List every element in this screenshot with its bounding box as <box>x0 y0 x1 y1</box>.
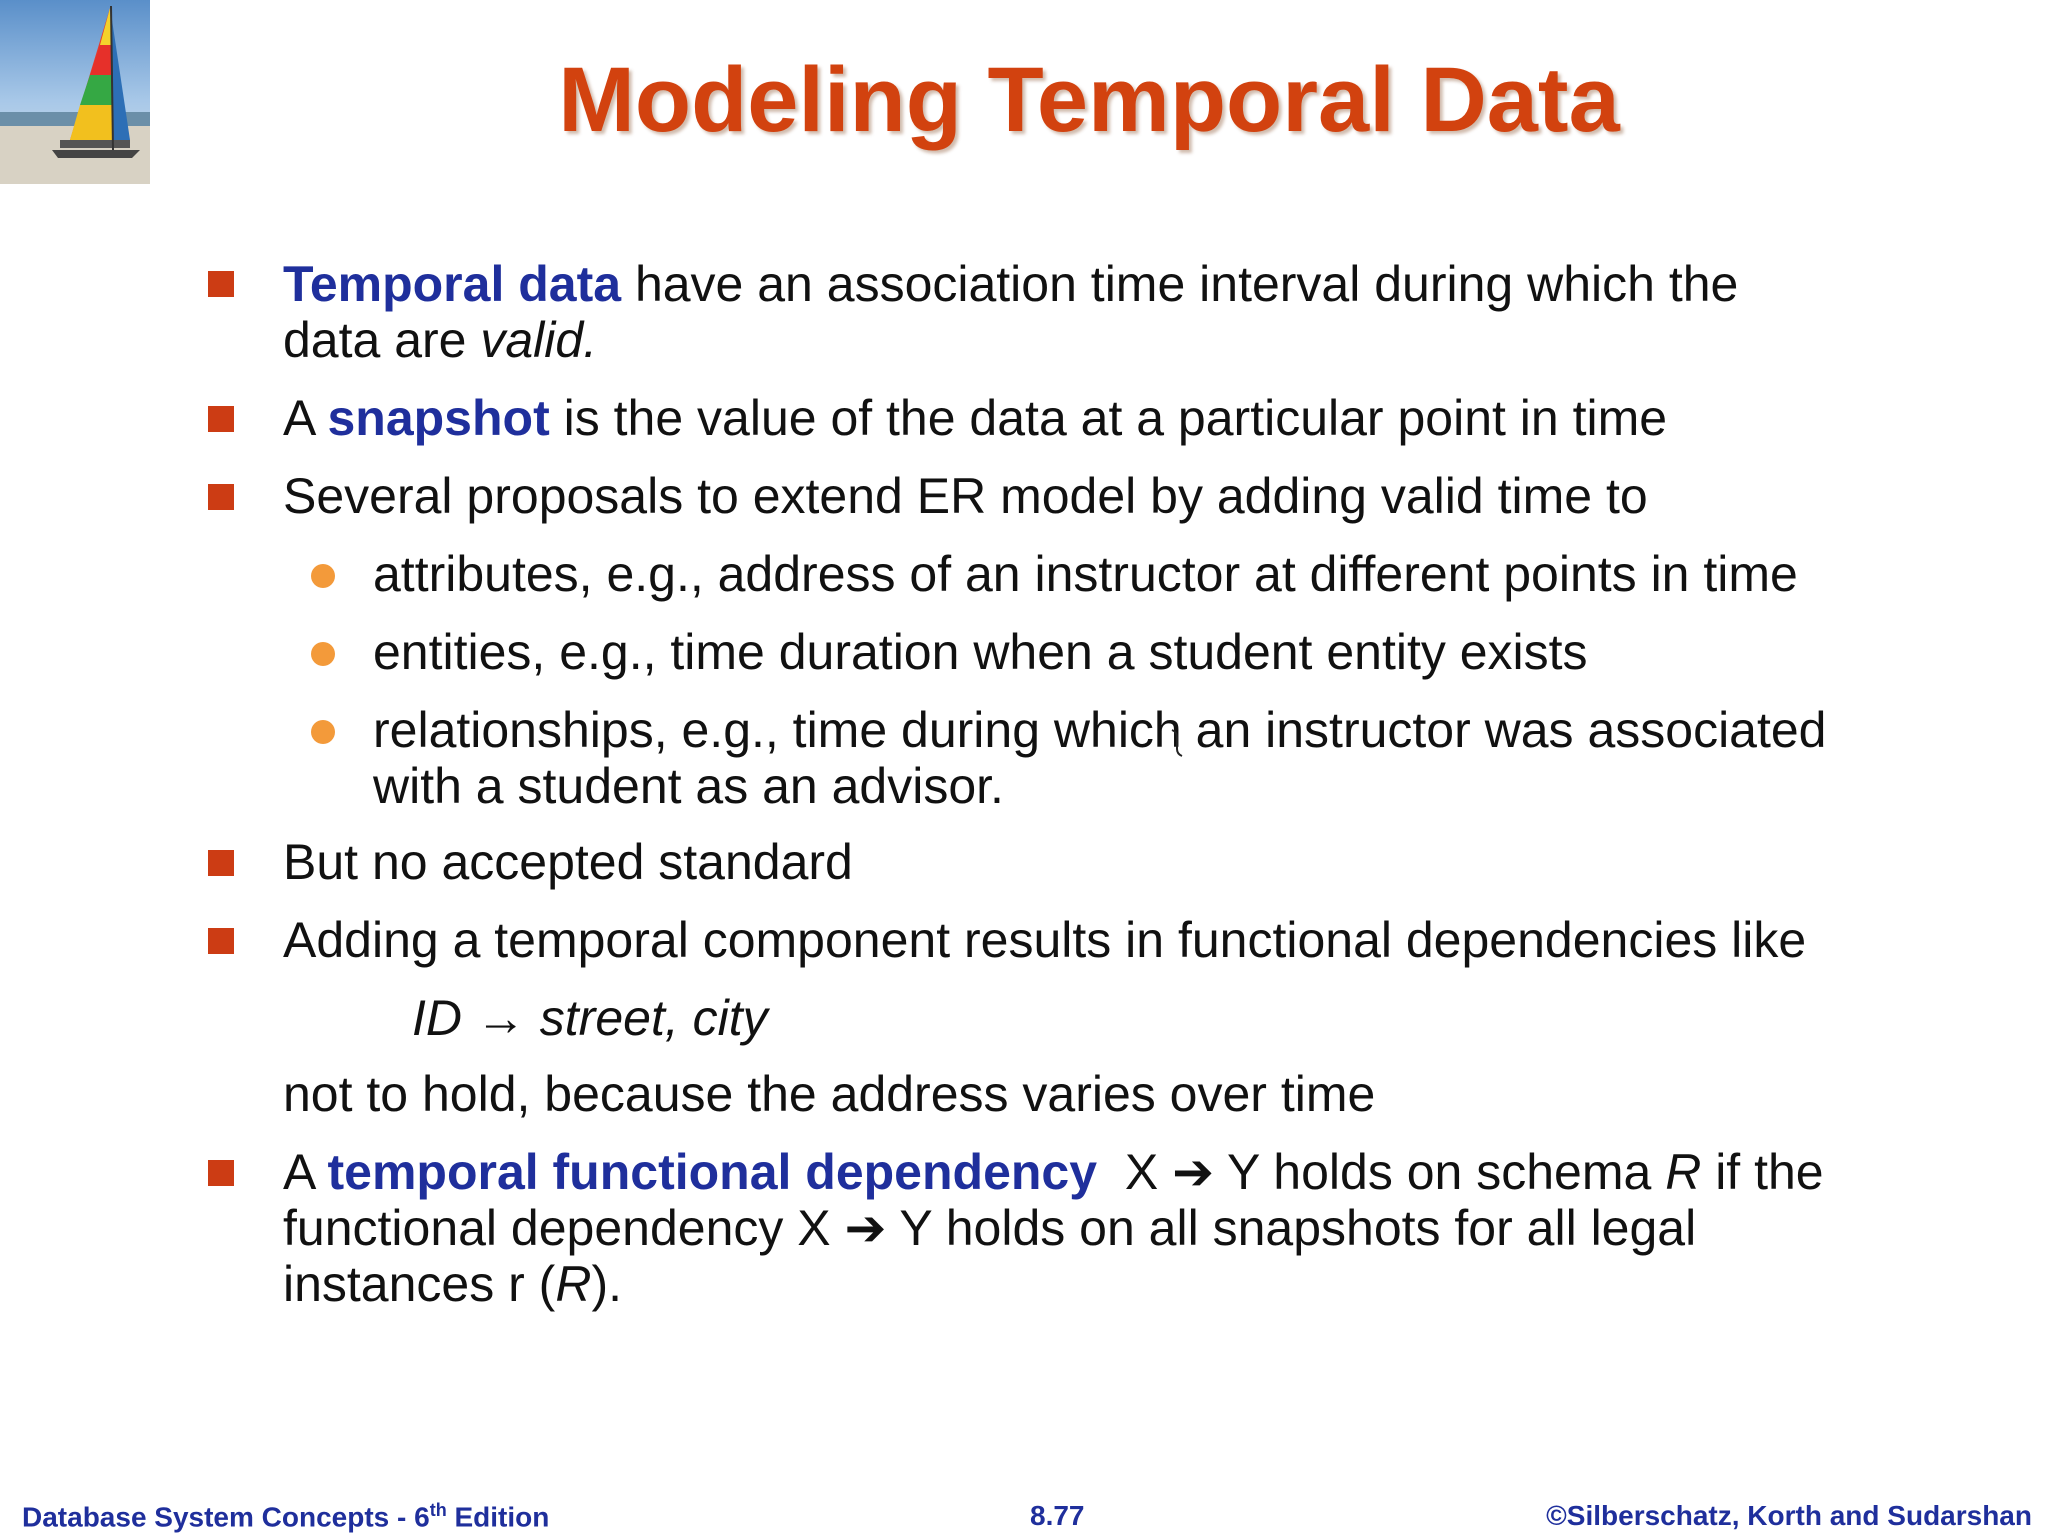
bullet-text: have an association time interval during which the <box>621 256 1739 312</box>
footer-page-number: 8.77 <box>1030 1500 1085 1531</box>
bullet-text: ). <box>591 1256 622 1312</box>
sub-bullet-relationships-line2: with a student as an advisor. <box>373 758 1004 814</box>
schema-r: R <box>1665 1144 1702 1200</box>
bullet-text: if the <box>1701 1144 1824 1200</box>
bullet-text: X ➔ Y holds on schema <box>1097 1144 1666 1200</box>
footer-book-title <box>22 1500 549 1533</box>
formula-id-street-city: ID → street, city <box>412 990 768 1046</box>
bullet-adding-temporal-after: not to hold, because the address varies over time <box>283 1066 1376 1122</box>
bullet-text: A <box>283 390 328 446</box>
footer-sup: th <box>429 1500 447 1520</box>
bullet-text: is the value of the data at a particular point in time <box>549 390 1668 446</box>
round-bullet-icon <box>311 720 335 744</box>
bullet-text: data are <box>283 312 481 368</box>
term-valid: valid. <box>480 312 598 368</box>
round-bullet-icon <box>311 642 335 666</box>
sub-bullet-entities: entities, e.g., time duration when a student entity exists <box>373 624 1588 680</box>
term-temporal-functional-dependency: temporal functional dependency <box>327 1144 1098 1200</box>
bullet-temporal-data-line2 <box>283 312 597 368</box>
square-bullet-icon <box>208 928 234 954</box>
bullet-no-standard: But no accepted standard <box>283 834 853 890</box>
square-bullet-icon <box>208 271 234 297</box>
bullet-snapshot <box>283 390 1667 446</box>
sub-bullet-attributes: attributes, e.g., address of an instructor at different points in time <box>373 546 1798 602</box>
bullet-adding-temporal: Adding a temporal component results in functional dependencies like <box>283 912 1807 968</box>
footer-copyright: ©Silberschatz, Korth and Sudarshan <box>1546 1500 2032 1531</box>
square-bullet-icon <box>208 406 234 432</box>
text-cursor-icon <box>1170 728 1184 767</box>
sub-bullet-relationships: relationships, e.g., time during which an instructor was associated <box>373 702 1827 758</box>
term-temporal-data: Temporal data <box>283 256 622 312</box>
schema-r: R <box>555 1256 592 1312</box>
term-snapshot: snapshot <box>327 390 550 446</box>
slide-title: Modeling Temporal Data <box>558 49 1620 151</box>
bullet-temporal-data <box>283 256 1738 312</box>
bullet-text: instances r ( <box>283 1256 556 1312</box>
square-bullet-icon <box>208 1160 234 1186</box>
bullet-temporal-fd-line2: functional dependency X ➔ Y holds on all snapshots for all legal <box>283 1200 1697 1256</box>
bullet-proposals: Several proposals to extend ER model by adding valid time to <box>283 468 1648 524</box>
footer-text: Database System Concepts - 6 <box>22 1501 430 1533</box>
bullet-temporal-fd <box>283 1144 1824 1200</box>
bullet-text: A <box>283 1144 328 1200</box>
round-bullet-icon <box>311 564 335 588</box>
square-bullet-icon <box>208 484 234 510</box>
square-bullet-icon <box>208 850 234 876</box>
bullet-temporal-fd-line3 <box>283 1256 622 1312</box>
footer-text: Edition <box>446 1501 550 1533</box>
